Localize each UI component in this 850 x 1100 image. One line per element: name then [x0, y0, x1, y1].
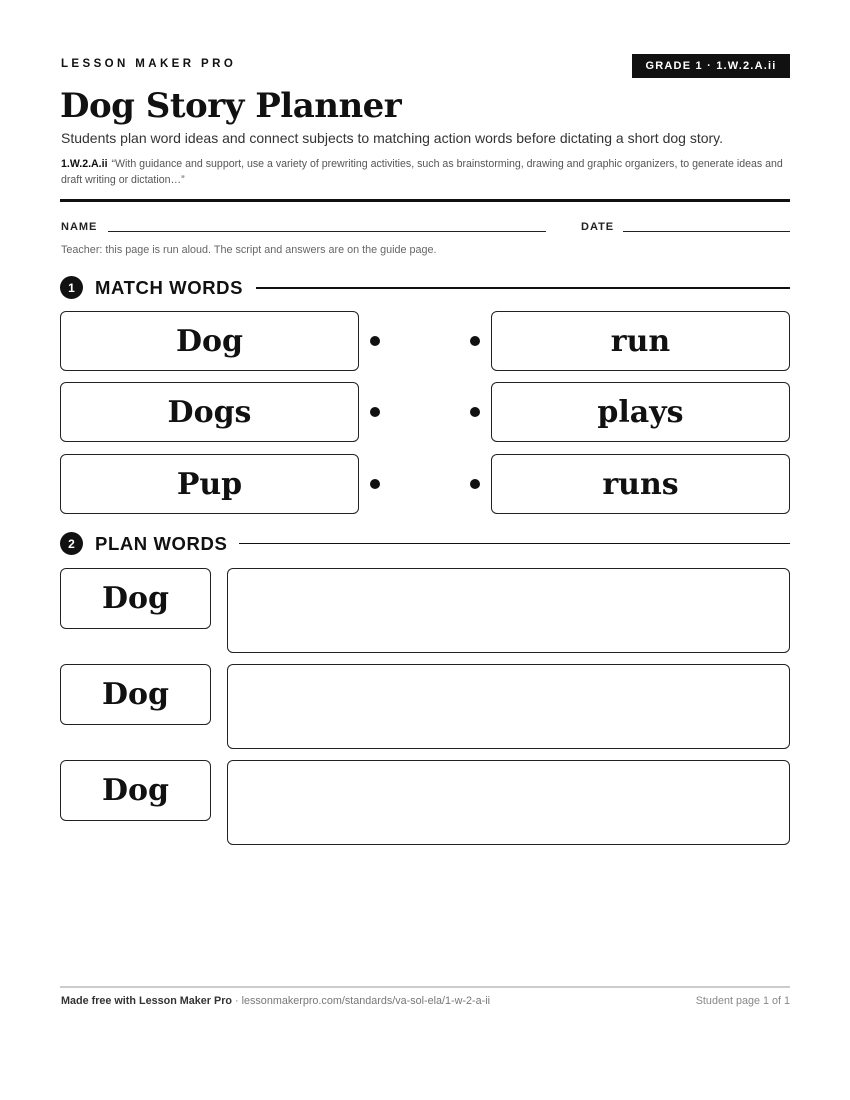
match-dot-left[interactable] [370, 407, 380, 417]
plan-word-box: Dog [60, 568, 211, 629]
teacher-note: Teacher: this page is run aloud. The script and answers are on the guide page. [61, 244, 437, 256]
section-rule [239, 543, 790, 544]
plan-word-box: Dog [60, 664, 211, 725]
plan-writing-area[interactable] [227, 568, 790, 653]
footer-url[interactable]: lessonmakerpro.com/standards/va-sol-ela/1-w-2-a-ii [241, 995, 491, 1007]
match-dot-right[interactable] [470, 407, 480, 417]
match-dot-right[interactable] [470, 336, 480, 346]
date-field[interactable] [623, 231, 790, 232]
section-rule [256, 287, 790, 289]
footer-credit [61, 995, 490, 1007]
plan-word-box: Dog [60, 760, 211, 821]
match-subject-box[interactable]: Dog [60, 311, 359, 371]
match-dot-right[interactable] [470, 479, 480, 489]
match-action-box[interactable]: plays [491, 382, 790, 442]
standard-quote [61, 156, 793, 188]
brand-name: LESSON MAKER PRO [61, 58, 237, 70]
match-subject-box[interactable]: Dogs [60, 382, 359, 442]
page-subtitle: Students plan word ideas and connect subjects to matching action words before dictating a short dog story. [61, 130, 724, 146]
name-label: NAME [61, 221, 98, 233]
section-title: MATCH WORDS [95, 276, 244, 298]
footer-separator: · [232, 995, 242, 1007]
plan-writing-area[interactable] [227, 664, 790, 749]
match-dot-left[interactable] [370, 479, 380, 489]
match-subject-box[interactable]: Pup [60, 454, 359, 514]
date-label: DATE [581, 221, 615, 233]
plan-writing-area[interactable] [227, 760, 790, 845]
match-action-box[interactable]: run [491, 311, 790, 371]
page-title: Dog Story Planner [60, 86, 402, 126]
section-number-badge: 2 [60, 532, 83, 555]
footer-divider [60, 986, 790, 988]
footer-made-with: Made free with Lesson Maker Pro [61, 995, 232, 1007]
match-dot-left[interactable] [370, 336, 380, 346]
standard-code: 1.W.2.A.ii [61, 158, 108, 170]
section-number-badge: 1 [60, 276, 83, 299]
match-action-box[interactable]: runs [491, 454, 790, 514]
footer-page-number: Student page 1 of 1 [695, 995, 790, 1007]
header-divider [60, 199, 790, 202]
section-plan-words-heading [60, 532, 790, 555]
section-title: PLAN WORDS [95, 532, 228, 554]
section-match-words-heading [60, 276, 790, 299]
grade-badge: GRADE 1 · 1.W.2.A.ii [632, 54, 790, 78]
name-field[interactable] [108, 231, 546, 232]
standard-text: “With guidance and support, use a variety of prewriting activities, such as brainstorming, drawing and graphic organizers, to generate ideas and draft writing or dictation…” [61, 158, 783, 186]
